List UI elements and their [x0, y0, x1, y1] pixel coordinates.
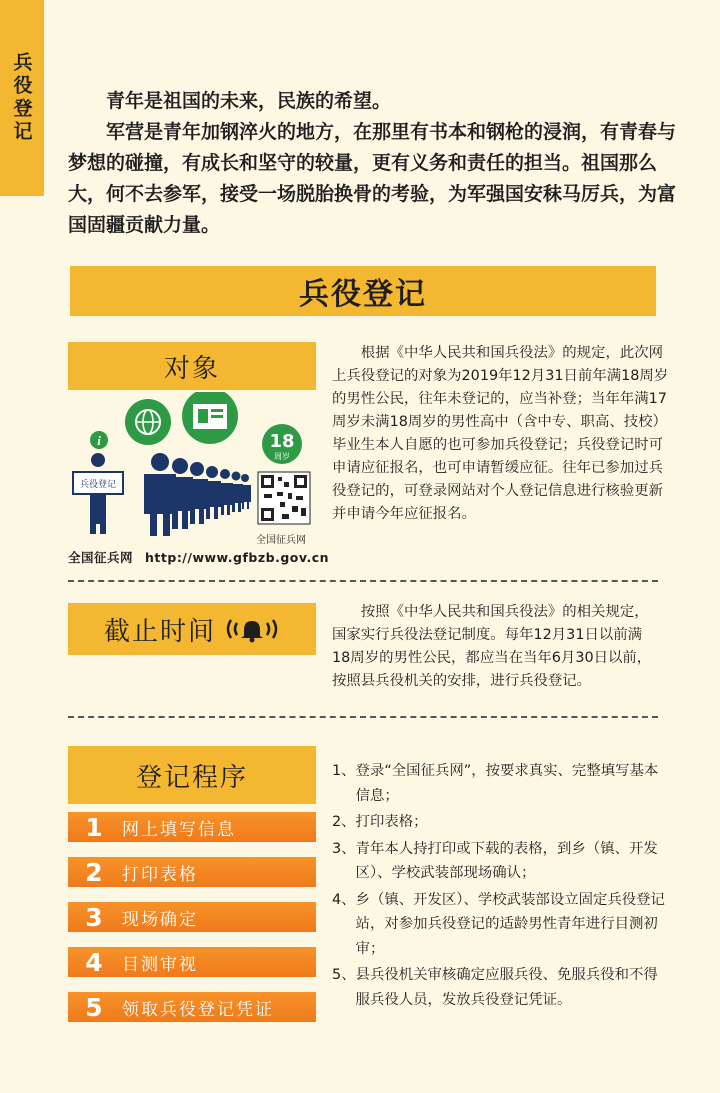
section-title: 兵役登记 [70, 266, 656, 316]
divider [68, 716, 658, 718]
qr-code-icon [258, 472, 310, 524]
step-2 [68, 857, 316, 887]
step-label: 网上填写信息 [122, 819, 236, 840]
step-label: 打印表格 [122, 864, 198, 885]
deadline-paragraph: 按照《中华人民共和国兵役法》的相关规定，国家实行兵役法登记制度。每年12月31日以前满 18周岁的男性公民，都应当在当年6月30日以前，按照县兵役机关的安排，进行兵役登记。 [332, 604, 652, 689]
step-3 [68, 902, 316, 932]
badge-unit: 周岁 [274, 452, 290, 461]
detail-item: 1、 登录“全国征兵网”，按要求真实、完整填写基本信息； [332, 763, 659, 804]
intro-paragraph: 军营是青年加钢淬火的地方，在那里有书本和钢枪的浸润，有青春与梦想的碰撞，有成长和坚守的较量，更有义务和责任的担当。祖国那么大，何不去参军，接受一场脱胎换骨的考验，为军强国安秣马厉兵，为富国固疆贡献力量。 [68, 121, 677, 236]
procedure-details [332, 759, 672, 1014]
deadline-text [68, 601, 660, 693]
step-number: 3 [85, 902, 105, 932]
detail-item: 3、 青年本人持打印或下载的表格，到乡（镇、开发区）、学校武装部现场确认； [332, 840, 658, 881]
step-label: 现场确定 [122, 909, 198, 930]
step-number: 1 [85, 812, 105, 842]
step-1 [68, 812, 316, 842]
svg-text:i: i [97, 433, 101, 448]
site-url[interactable]: http://www.gfbzb.gov.cn [145, 550, 330, 565]
side-tab [0, 0, 44, 196]
intro-line-1: 青年是祖国的未来，民族的希望。 [106, 90, 392, 112]
step-label: 领取兵役登记凭证 [122, 999, 274, 1020]
target-text: 根据《中华人民共和国兵役法》的规定，此次网上兵役登记的对象为2019年12月31日前年满18周岁的男性公民，往年未登记的，应当补登；当年年满17周岁未满18周岁的男性高中（含中专、职高、技校）毕业生本人自愿的也可参加兵役登记；兵役登记时可申请应征报名，也可申请暂缓应征。往年已参加过兵役登记的，可登录网站对个人登记信息进行核验更新并申请今年应征报名。 [332, 345, 669, 522]
step-label: 目测审视 [122, 954, 198, 975]
step-number: 4 [85, 947, 105, 977]
site-name: 全国征兵网 [68, 550, 134, 565]
detail-item: 2、 打印表格； [332, 814, 428, 830]
divider [68, 580, 658, 582]
detail-item: 5、 县兵役机关审核确定应服兵役、免服兵役和不得服兵役人员，发放兵役登记凭证。 [332, 967, 658, 1008]
badge-number: 18 [269, 431, 295, 452]
procedure-steps [68, 812, 316, 1037]
step-number: 5 [85, 992, 105, 1022]
person-with-sign-icon [73, 453, 123, 534]
procedure-label: 登记程序 [68, 746, 316, 804]
intro-text [68, 86, 678, 241]
deadline-label-text: 截止时间 [103, 616, 216, 647]
detail-item: 4、 乡（镇、开发区）、学校武装部设立固定兵役登记站，对参加兵役登记的适龄男性青年进行目测初审； [332, 891, 665, 957]
step-4 [68, 947, 316, 977]
sign-text: 兵役登记 [79, 480, 117, 490]
qr-caption: 全国征兵网 [256, 535, 306, 546]
target-label: 对象 [68, 342, 316, 390]
queue-people-icon [144, 453, 251, 536]
site-info [68, 548, 341, 566]
side-tab-label: 兵役登记 [10, 52, 33, 144]
step-number: 2 [85, 857, 105, 887]
step-5 [68, 992, 316, 1022]
